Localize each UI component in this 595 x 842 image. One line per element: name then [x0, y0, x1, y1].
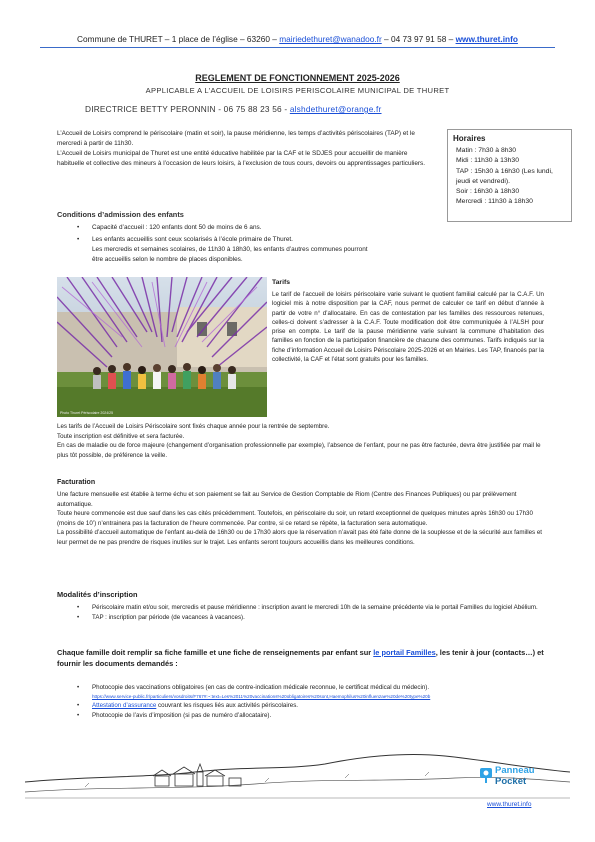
list-item: • Photocopie de l’avis d’imposition (si pas de numéro d’allocataire).	[57, 711, 547, 720]
vaccination-text: Photocopie des vaccinations obligatoires (en cas de contre-indication médicale reconnue, le certificat médical du médecin).	[92, 684, 430, 691]
horaires-title: Horaires	[453, 134, 486, 143]
horaires-row: Soir : 16h30 à 18h30	[456, 188, 520, 196]
letterhead	[40, 34, 555, 44]
horaires-row: TAP : 15h30 à 16h30 (Les lundi, jeudi et vendredi).	[456, 167, 553, 185]
director-email-link[interactable]: alshdethuret@orange.fr	[289, 104, 382, 114]
list-item	[57, 701, 547, 710]
list-item: • Capacité d’accueil : 120 enfants dont 50 de moins de 6 ans.	[57, 223, 487, 233]
tarifs-continued	[57, 422, 547, 460]
panneau-text: Panneau	[495, 765, 535, 776]
modalites-title: Modalités d’inscription	[57, 590, 138, 599]
letterhead-address: Commune de THURET – 1 place de l’église – 63260 –	[77, 34, 280, 44]
documents-list	[57, 683, 547, 720]
horaires-row: Matin : 7h30 à 8h30	[456, 147, 517, 155]
intro-text	[57, 129, 435, 169]
portail-familles-link[interactable]: le portail Familles	[373, 648, 436, 657]
children-photo	[57, 277, 267, 417]
facturation-paragraph: Toute heure commencée est due sauf dans les cas cités précédemment. Toutefois, en périscolaire du soir, un retard exceptionnel de quelques minutes après 16h30 ou 17h30 (moins de 10’) n’entrainera pas la facturation de l’heure commencée. Par contre, si ce retard se répète, la facturation sera automatique.	[57, 510, 533, 527]
list-item	[57, 683, 547, 701]
modalites-list	[57, 603, 547, 623]
panneau-pocket-logo	[479, 765, 549, 793]
admission-list	[57, 223, 487, 265]
page-title: REGLEMENT DE FONCTIONNEMENT 2025-2026	[195, 73, 400, 83]
header-divider	[40, 47, 555, 48]
list-item-continuation: Les mercredis et semaines scolaires, de 11h30 à 18h30, les enfants d’autres communes pourront	[92, 246, 368, 253]
facturation-title: Facturation	[57, 479, 96, 486]
documents-intro-text: Chaque famille doit remplir sa fiche famille et une fiche de renseignements par enfant sur	[57, 648, 374, 657]
director-line	[85, 104, 382, 114]
tarifs-line: Les tarifs de l’Accueil de Loisirs Périscolaire sont fixés chaque année pour la rentrée de septembre.	[57, 423, 330, 430]
mairie-email-link[interactable]: mairiedethuret@wanadoo.fr	[279, 34, 382, 44]
horaires-row: Mercredi : 11h30 à 18h30	[456, 198, 533, 206]
letterhead-phone: – 04 73 97 91 58 –	[381, 34, 456, 44]
pocket-text: Pocket	[495, 776, 527, 787]
facturation-paragraph: La possibilité d’accueil automatique de l’enfant au-delà de 16h30 ou de 17h30 alors que la réservation n’avait pas été faite donne de la souplesse et de la sécurité aux familles et leur permet de ne pas prendre de risques inutiles sur le trajet. Les enfants seront toujours accueillis dans les meilleures conditions.	[57, 529, 543, 546]
photo-caption: Photo Thuret Périscolaire 2024/25	[60, 411, 114, 415]
list-item: • Périscolaire matin et/ou soir, mercredis et pause méridienne : inscription avant le mercredi 10h de la semaine précédente via le portail Familles du logiciel Abélium.	[57, 603, 547, 613]
director-label: DIRECTRICE BETTY PERONNIN - 06 75 88 23 56 -	[85, 104, 290, 114]
website-link[interactable]: www.thuret.info	[455, 34, 518, 44]
assurance-text: couvrant les risques liés aux activités périscolaires.	[156, 702, 299, 710]
photo-illustration	[57, 277, 267, 417]
footer-website-link[interactable]: www.thuret.info	[487, 801, 532, 808]
list-item: • Les enfants accueillis sont ceux scolarisés à l’école primaire de Thuret.	[57, 235, 487, 245]
list-item: • TAP : inscription par période (de vacances à vacances).	[57, 613, 547, 623]
tarifs-line: En cas de maladie ou de force majeure (changement d’organisation professionnelle par exemple), l’absence de l’enfant, pour ne pas être facturée, devra être justifiée par mail le plus tôt possible, de préférence la veille.	[57, 442, 541, 459]
vaccination-url-link[interactable]: https://www.service-public.fr/particuliers/vosdroits/F767#:~:text=Les%2011%20vaccinations%20obligatoires%20sont,Haemophilus%20influenzae%20de%20type%20b	[92, 694, 431, 700]
horaires-box	[447, 129, 572, 222]
intro-paragraph-1: L’Accueil de Loisirs comprend le périscolaire (matin et soir), la pause méridienne, les temps d’activités périscolaires (TAP) et le mercredi à partir de 11h30.	[57, 130, 415, 147]
documents-intro-text-end: , les tenir à jour (contacts…) et fournir les documents demandés :	[57, 648, 544, 668]
list-item-continuation: être accueillis selon le nombre de places disponibles.	[92, 256, 243, 263]
intro-paragraph-2: L’Accueil de Loisirs municipal de Thuret est une entité éducative habilitée par la CAF et le SDJES pour accueillir de manière habituelle et collective des mineurs à l’occasion de leurs loisirs, à l’exclusion de tous cours, devoirs ou apprentissages particuliers.	[57, 150, 426, 167]
panneau-pocket-icon	[479, 767, 493, 783]
page-subtitle: APPLICABLE A L’ACCUEIL DE LOISIRS PERISCOLAIRE MUNICIPAL DE THURET	[145, 86, 450, 95]
facturation-paragraph: Une facture mensuelle est établie à terme échu et son paiement se fait au Service de Gestion Comptable de Riom (Centre des Finances Publiques) ou par prélèvement automatique.	[57, 491, 517, 508]
tarifs-title: Tarifs	[272, 279, 291, 286]
tarifs-text: Le tarif de l’accueil de loisirs périscolaire varie suivant le quotient familial calculé par la C.A.F. Un logiciel mis à notre disposition par la CAF, nous permet de calculer ce tarif en début d’année à partir de votre n° d’allocataire. En cas de contestation par les familles des ressources retenues, celles-ci doivent s’adresser à la C.A.F. Toute modification doit être communiquée à l’ALSH pour prise en compte. Le tarif de la pause méridienne varie suivant la commune d’habitation des familles en fonction de la participation financière de chacune des communes. Tarifs indiqués sur la fiche d’information Accueil de Loisirs Périscolaire 2025-2026 et en Mairies. Les TAP, financés par la collectivité, la CAF et l’état sont gratuits pour les familles.	[272, 291, 544, 364]
tarifs-line: Toute inscription est définitive et sera facturée.	[57, 432, 185, 440]
facturation-text	[57, 490, 547, 548]
horaires-row: Midi : 11h30 à 13h30	[456, 157, 519, 165]
attestation-assurance-link[interactable]: Attestation d’assurance	[92, 702, 157, 710]
documents-intro	[57, 647, 547, 669]
admission-title: Conditions d’admission des enfants	[57, 210, 184, 219]
